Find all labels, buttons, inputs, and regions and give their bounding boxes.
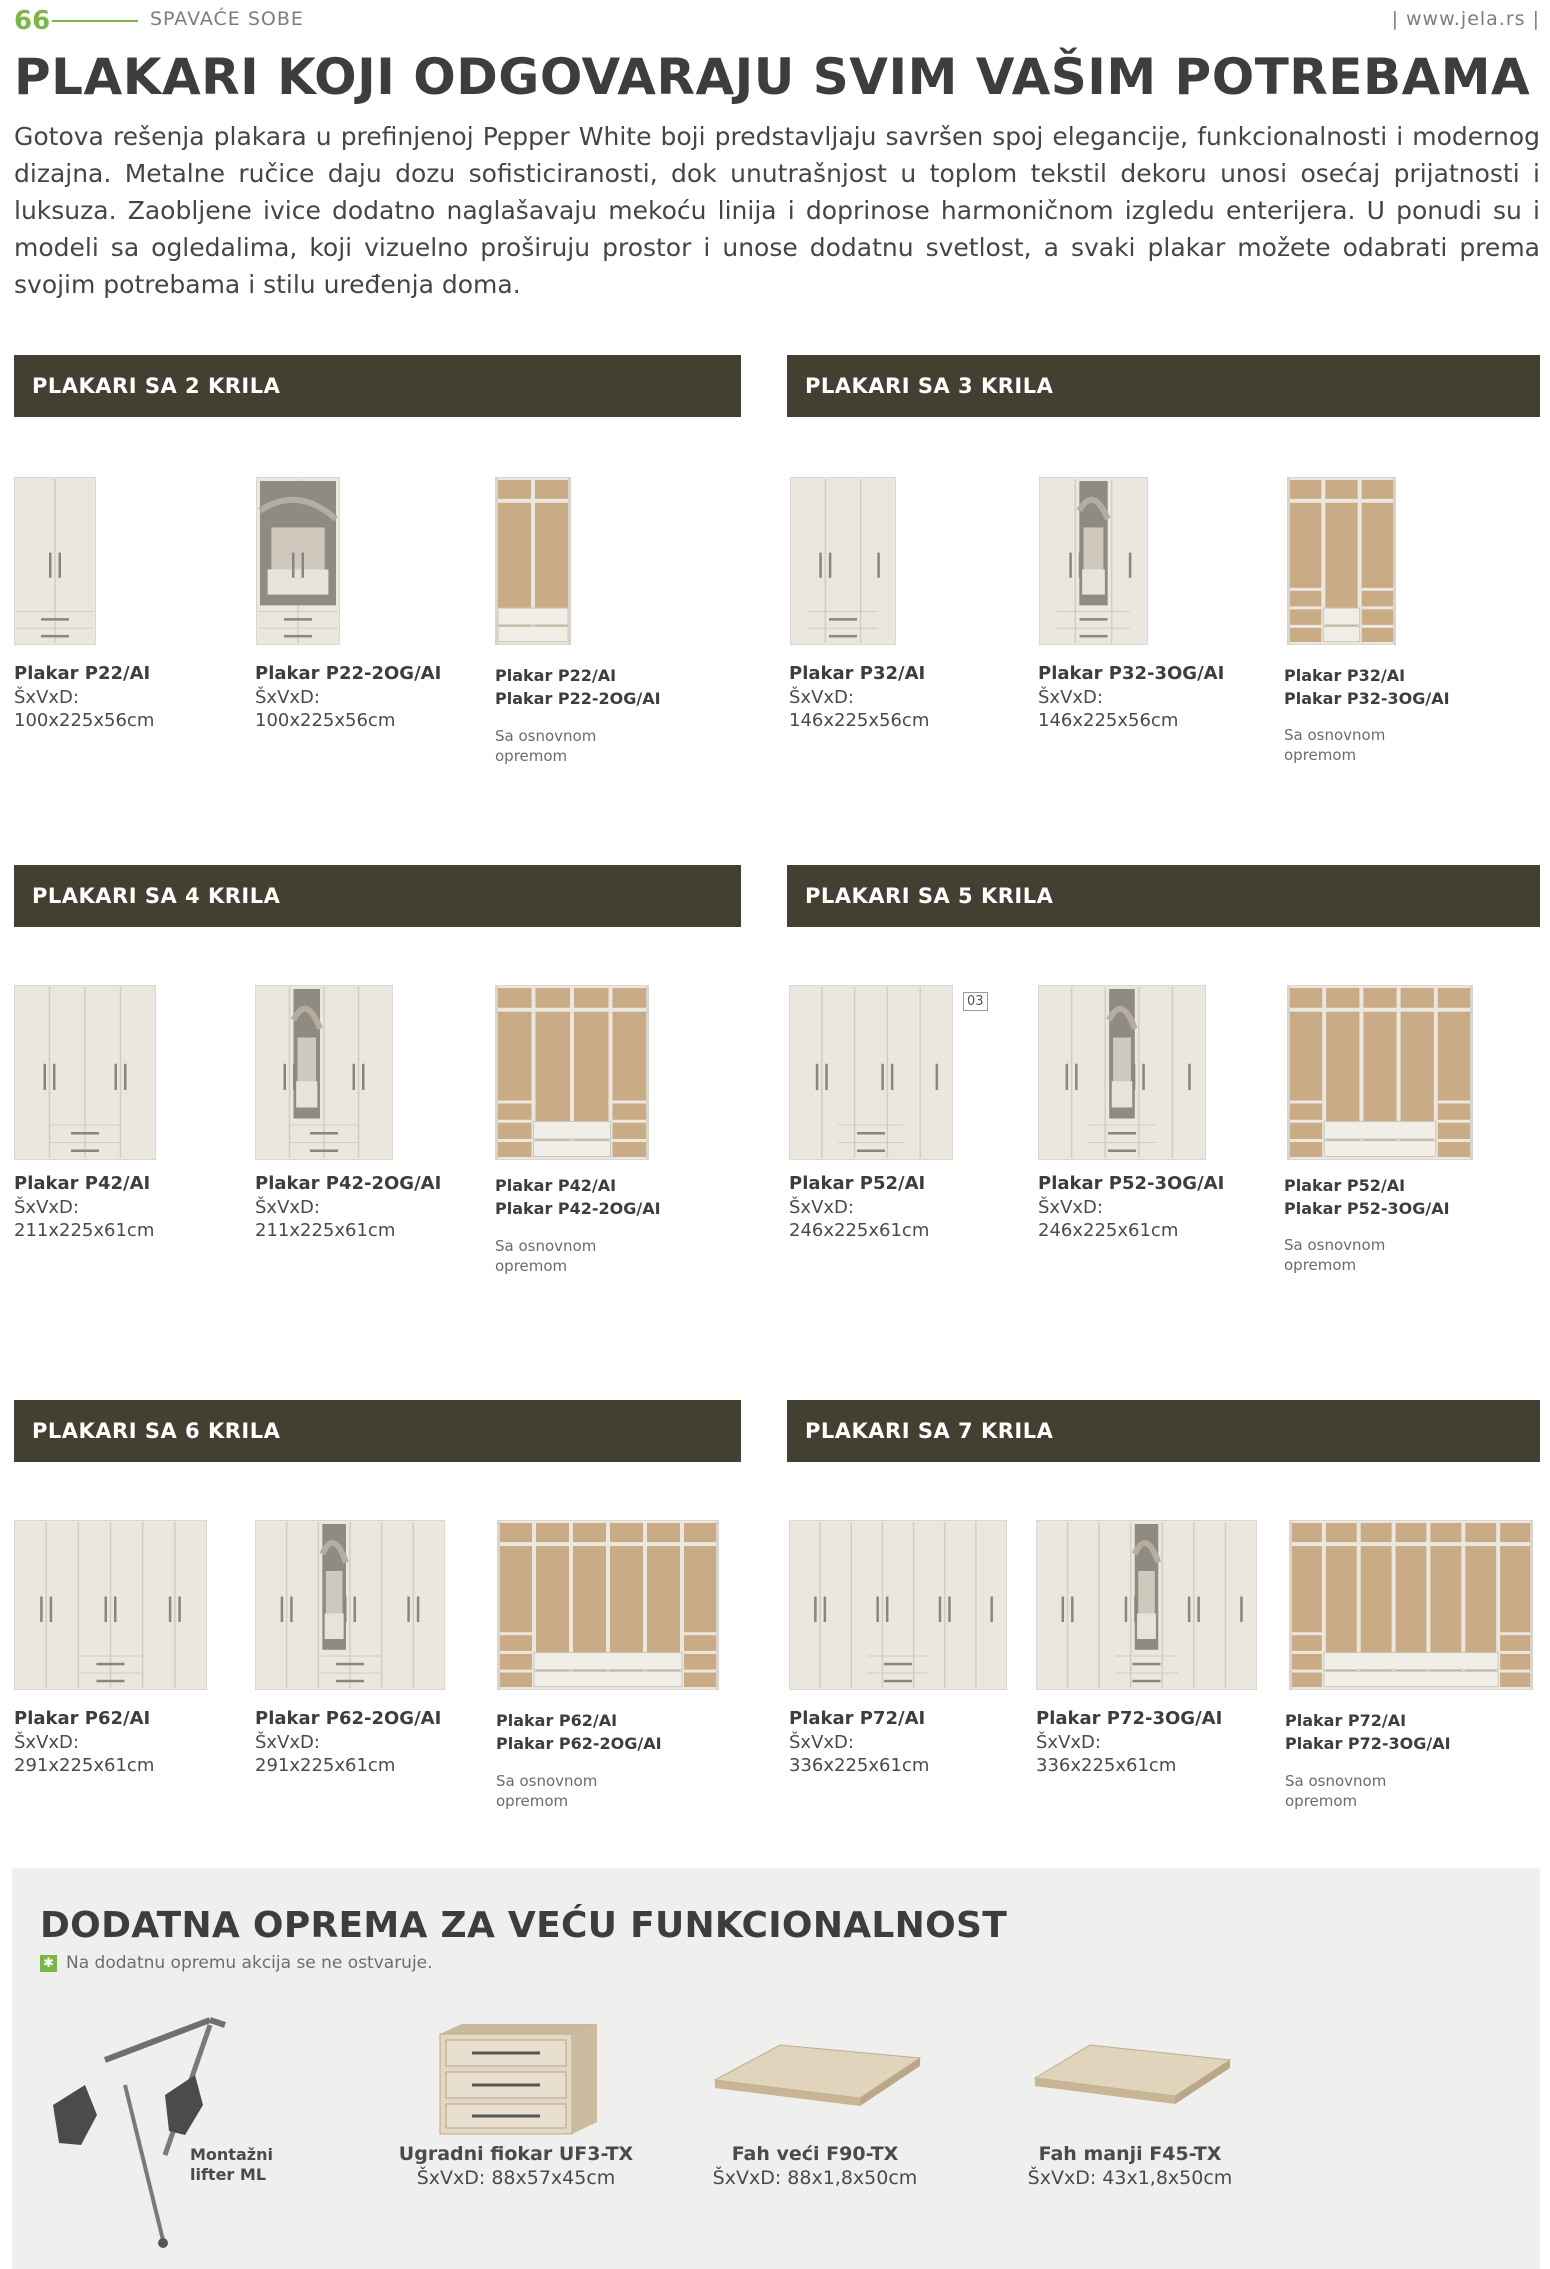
- extra-dims: ŠxVxD: 43x1,8x50cm: [1027, 2167, 1233, 2189]
- wardrobe-4-open-drawing: [495, 985, 649, 1160]
- interior-note: opremom: [495, 747, 568, 765]
- product-name: Plakar P52/AI: [789, 1173, 926, 1194]
- wardrobe-6-open: [497, 1520, 719, 1690]
- interior-name: Plakar P32-3OG/AI: [1284, 689, 1450, 708]
- wardrobe-6-doors: [14, 1520, 207, 1690]
- wardrobe-7-open-drawing: [1289, 1520, 1533, 1690]
- product-dims: 336x225x61cm: [789, 1755, 930, 1776]
- interior-name: Plakar P42/AI: [495, 1176, 617, 1195]
- wardrobe-4-mirror: [255, 985, 393, 1160]
- interior-name: Plakar P32/AI: [1284, 666, 1406, 685]
- page-number: 66: [14, 6, 51, 36]
- category-label: PLAKARI SA 7 KRILA: [805, 1419, 1054, 1443]
- product-dims: 100x225x56cm: [14, 710, 155, 731]
- extra-name: Fah veći F90-TX: [731, 2143, 899, 2165]
- product-name: Plakar P42-2OG/AI: [255, 1173, 442, 1194]
- wardrobe-3-open-drawing: [1287, 477, 1396, 645]
- product-dim-label: ŠxVxD:: [255, 687, 320, 708]
- wardrobe-3-doors-drawing: [790, 477, 896, 645]
- category-bar-2: [14, 355, 741, 417]
- category-bar-7: [787, 1400, 1540, 1462]
- star-icon: ✱: [40, 1955, 57, 1972]
- product-dims: 211x225x61cm: [14, 1220, 155, 1241]
- header-divider: [52, 20, 138, 22]
- extras-note: Na dodatnu opremu akcija se ne ostvaruje.: [66, 1953, 433, 1973]
- wardrobe-5-open: [1287, 985, 1473, 1160]
- product-dim-label: ŠxVxD:: [1038, 687, 1103, 708]
- category-bar-5: [787, 865, 1540, 927]
- product-dim-label: ŠxVxD:: [255, 1197, 320, 1218]
- wardrobe-6-mirror-drawing: [255, 1520, 445, 1690]
- wardrobe-5-mirror: [1038, 985, 1206, 1160]
- extra-dims: ŠxVxD: 88x57x45cm: [416, 2167, 616, 2189]
- product-name: Plakar P32/AI: [789, 663, 926, 684]
- product-dim-label: ŠxVxD:: [14, 687, 79, 708]
- interior-name: Plakar P22-2OG/AI: [495, 689, 661, 708]
- extra-name: Fah manji F45-TX: [1038, 2143, 1222, 2165]
- extra-name: lifter ML: [190, 2165, 267, 2184]
- intro-paragraph: Gotova rešenja plakara u prefinjenoj Pepper White boji predstavljaju savršen spoj elegancije, funkcionalnosti i modernog dizajna. Metalne ručice daju dozu sofisticiranosti, dok unutrašnjost u toplom tekstil dekoru unosi osećaj prijatnosti i luksuza. Zaobljene ivice dodatno naglašavaju mekoću linija i doprinose harmoničnom izgledu enterijera. U ponudi su i modeli sa ogledalima, koji vizuelno proširuju prostor i unose dodatnu svetlost, a svaki plakar možete odabrati prema svojim potrebama i stilu uređenja doma.: [14, 122, 1540, 299]
- wardrobe-2-mirror: [256, 477, 340, 645]
- interior-note: Sa osnovnom: [1284, 726, 1386, 744]
- section-name: SPAVAĆE SOBE: [150, 8, 304, 30]
- category-bar-6: [14, 1400, 741, 1462]
- product-name: Plakar P32-3OG/AI: [1038, 663, 1225, 684]
- wardrobe-6-doors-drawing: [14, 1520, 207, 1690]
- product-dim-label: ŠxVxD:: [789, 687, 854, 708]
- product-dim-label: ŠxVxD:: [1036, 1732, 1101, 1753]
- shelf-large-image: [710, 2040, 925, 2115]
- wardrobe-3-open: [1287, 477, 1396, 645]
- interior-note: opremom: [1285, 1792, 1358, 1810]
- wardrobe-2-doors-drawing: [14, 477, 96, 645]
- category-bar-3: [787, 355, 1540, 417]
- category-label: PLAKARI SA 4 KRILA: [32, 884, 281, 908]
- wardrobe-3-mirror-drawing: [1039, 477, 1148, 645]
- interior-name: Plakar P52/AI: [1284, 1176, 1406, 1195]
- product-dim-label: ŠxVxD:: [255, 1732, 320, 1753]
- interior-name: Plakar P42-2OG/AI: [495, 1199, 661, 1218]
- product-dims: 246x225x61cm: [789, 1220, 930, 1241]
- category-label: PLAKARI SA 3 KRILA: [805, 374, 1054, 398]
- product-dim-label: ŠxVxD:: [789, 1197, 854, 1218]
- wardrobe-4-open: [495, 985, 649, 1160]
- interior-note: opremom: [1284, 1256, 1357, 1274]
- product-dims: 100x225x56cm: [255, 710, 396, 731]
- wardrobe-2-mirror-drawing: [256, 477, 340, 645]
- interior-note: opremom: [495, 1257, 568, 1275]
- wardrobe-4-mirror-drawing: [255, 985, 393, 1160]
- interior-name: Plakar P72-3OG/AI: [1285, 1734, 1451, 1753]
- interior-name: Plakar P62-2OG/AI: [496, 1734, 662, 1753]
- interior-name: Plakar P72/AI: [1285, 1711, 1407, 1730]
- wardrobe-5-open-drawing: [1287, 985, 1473, 1160]
- wardrobe-7-open: [1289, 1520, 1533, 1690]
- extra-name: Montažni: [190, 2145, 273, 2164]
- interior-note: opremom: [1284, 746, 1357, 764]
- wardrobe-6-mirror: [255, 1520, 445, 1690]
- wardrobe-3-doors: [790, 477, 896, 645]
- product-name: Plakar P42/AI: [14, 1173, 151, 1194]
- product-dims: 146x225x56cm: [789, 710, 930, 731]
- interior-name: Plakar P52-3OG/AI: [1284, 1199, 1450, 1218]
- interior-note: Sa osnovnom: [495, 1237, 597, 1255]
- product-dim-label: ŠxVxD:: [1038, 1197, 1103, 1218]
- interior-note: Sa osnovnom: [1284, 1236, 1386, 1254]
- wardrobe-7-doors-drawing: [789, 1520, 1007, 1690]
- wardrobe-4-doors: [14, 985, 156, 1160]
- extra-dims: ŠxVxD: 88x1,8x50cm: [712, 2167, 918, 2189]
- product-name: Plakar P22-2OG/AI: [255, 663, 442, 684]
- wardrobe-7-mirror: [1036, 1520, 1257, 1690]
- category-label: PLAKARI SA 6 KRILA: [32, 1419, 281, 1443]
- product-dims: 291x225x61cm: [255, 1755, 396, 1776]
- wardrobe-2-open: [495, 477, 571, 645]
- category-bar-4: [14, 865, 741, 927]
- interior-note: Sa osnovnom: [496, 1772, 598, 1790]
- interior-name: Plakar P22/AI: [495, 666, 617, 685]
- wardrobe-6-open-drawing: [497, 1520, 719, 1690]
- product-name: Plakar P62/AI: [14, 1708, 151, 1729]
- product-name: Plakar P22/AI: [14, 663, 151, 684]
- wardrobe-5-doors: [789, 985, 953, 1160]
- interior-note: opremom: [496, 1792, 569, 1810]
- shelf-small-image: [1030, 2040, 1235, 2115]
- wardrobe-5-doors-drawing: [789, 985, 953, 1160]
- interior-note: Sa osnovnom: [1285, 1772, 1387, 1790]
- wardrobe-5-mirror-drawing: [1038, 985, 1206, 1160]
- interior-name: Plakar P62/AI: [496, 1711, 618, 1730]
- wardrobe-4-doors-drawing: [14, 985, 156, 1160]
- extras-title: DODATNA OPREMA ZA VEĆU FUNKCIONALNOST: [40, 1905, 1008, 1946]
- wardrobe-3-mirror: [1039, 477, 1148, 645]
- product-dims: 246x225x61cm: [1038, 1220, 1179, 1241]
- product-dims: 211x225x61cm: [255, 1220, 396, 1241]
- lifter-image: [45, 2015, 235, 2255]
- product-dim-label: ŠxVxD:: [14, 1732, 79, 1753]
- wardrobe-2-open-drawing: [495, 477, 571, 645]
- category-label: PLAKARI SA 2 KRILA: [32, 374, 281, 398]
- wardrobe-7-doors: [789, 1520, 1007, 1690]
- position-badge: 03: [963, 992, 988, 1011]
- wardrobe-2-doors: [14, 477, 96, 645]
- category-label: PLAKARI SA 5 KRILA: [805, 884, 1054, 908]
- website-link[interactable]: | www.jela.rs |: [1391, 8, 1540, 30]
- page-title: PLAKARI KOJI ODGOVARAJU SVIM VAŠIM POTREBAMA: [14, 48, 1531, 106]
- product-name: Plakar P72/AI: [789, 1708, 926, 1729]
- product-dims: 291x225x61cm: [14, 1755, 155, 1776]
- product-name: Plakar P72-3OG/AI: [1036, 1708, 1223, 1729]
- extra-name: Ugradni fiokar UF3-TX: [398, 2143, 634, 2165]
- product-dim-label: ŠxVxD:: [14, 1197, 79, 1218]
- product-dims: 336x225x61cm: [1036, 1755, 1177, 1776]
- wardrobe-7-mirror-drawing: [1036, 1520, 1257, 1690]
- product-name: Plakar P52-3OG/AI: [1038, 1173, 1225, 1194]
- drawer-unit-image: [432, 2022, 602, 2137]
- interior-note: Sa osnovnom: [495, 727, 597, 745]
- product-dims: 146x225x56cm: [1038, 710, 1179, 731]
- product-dim-label: ŠxVxD:: [789, 1732, 854, 1753]
- product-name: Plakar P62-2OG/AI: [255, 1708, 442, 1729]
